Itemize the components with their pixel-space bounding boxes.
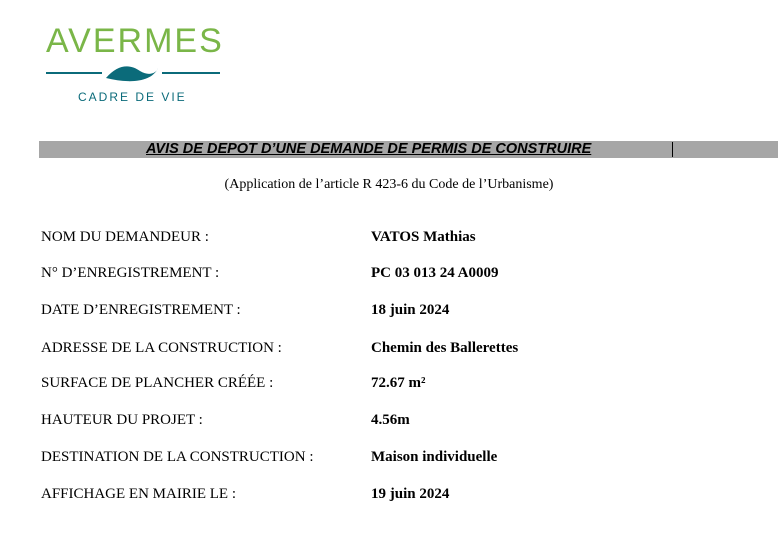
avermes-logo: [44, 22, 224, 106]
field-label-applicant: NOM DU DEMANDEUR :: [41, 229, 209, 245]
logo-title: AVERMES: [46, 22, 224, 60]
field-value-floor-area: 72.67 m²: [371, 375, 426, 391]
field-label-destination: DESTINATION DE LA CONSTRUCTION :: [41, 449, 314, 465]
field-value-height: 4.56m: [371, 412, 410, 428]
field-value-registration-number: PC 03 013 24 A0009: [371, 265, 499, 281]
field-label-floor-area: SURFACE DE PLANCHER CRÉÉE :: [41, 375, 274, 391]
field-value-destination: Maison individuelle: [371, 449, 498, 465]
field-label-registration-date: DATE D’ENREGISTREMENT :: [41, 302, 241, 318]
field-label-registration-number: N° D’ENREGISTREMENT :: [41, 265, 220, 281]
field-label-height: HAUTEUR DU PROJET :: [41, 412, 203, 428]
document-title: AVIS DE DEPOT D’UNE DEMANDE DE PERMIS DE CONSTRUIRE: [146, 141, 592, 157]
field-label-address: ADRESSE DE LA CONSTRUCTION :: [41, 340, 282, 356]
field-value-registration-date: 18 juin 2024: [371, 302, 450, 318]
wave-icon: [44, 62, 222, 84]
text-cursor: [672, 142, 673, 157]
field-label-posting-date: AFFICHAGE EN MAIRIE LE :: [41, 486, 236, 502]
field-value-address: Chemin des Ballerettes: [371, 340, 519, 356]
field-value-posting-date: 19 juin 2024: [371, 486, 450, 502]
document-subtitle: (Application de l’article R 423-6 du Code de l’Urbanisme): [224, 177, 554, 192]
field-value-applicant: VATOS Mathias: [371, 229, 476, 245]
logo-tagline: CADRE DE VIE: [78, 90, 187, 104]
